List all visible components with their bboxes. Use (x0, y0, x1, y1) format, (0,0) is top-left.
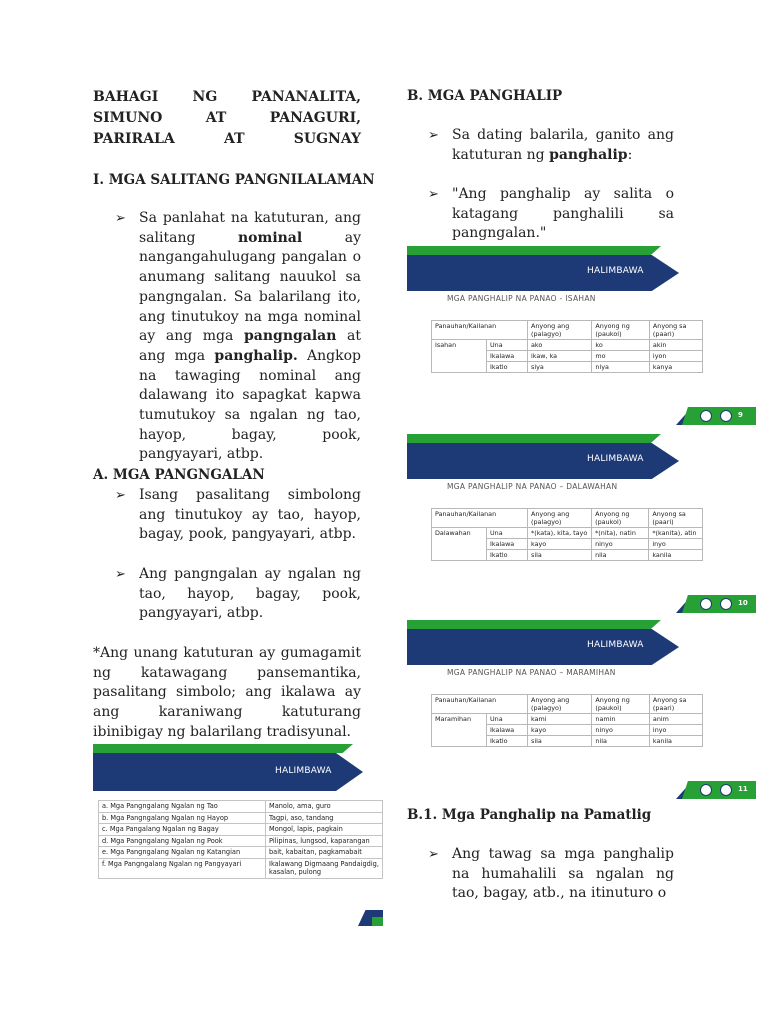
seal-icon (720, 784, 732, 796)
table-row (432, 550, 703, 561)
table-cell: ninyo (592, 725, 650, 736)
bullet-pamatlig (428, 845, 674, 904)
header-cell: Anyong ang (palagyo) (528, 509, 592, 528)
table-cell: ninyo (592, 539, 649, 550)
table-cell: kayo (528, 539, 592, 550)
panghalip-table (431, 320, 703, 373)
table-cell: anim (649, 714, 702, 725)
table-cell: Isahan (432, 340, 487, 351)
seal-icon (720, 598, 732, 610)
banner-label: HALIMBAWA (587, 454, 644, 464)
slide-subtitle: MGA PANGHALIP NA PANAO - ISAHAN (447, 294, 596, 303)
page-number-badge (676, 781, 756, 799)
text: : (627, 146, 633, 163)
header-cell: Anyong ang (palagyo) (528, 321, 592, 340)
page-number: 11 (738, 785, 748, 793)
slide-panghalip-1 (407, 244, 756, 429)
bold-term-panghalip: panghalip (549, 146, 628, 163)
table-cell: Maramihan (432, 714, 487, 725)
table-cell: sila (528, 550, 592, 561)
bullet-arrow-icon: ➢ (115, 488, 126, 503)
section-heading-mga-pangngalan: A. MGA PANGNGALAN (93, 467, 265, 483)
table-cell: siya (528, 362, 592, 373)
table-cell (432, 362, 487, 373)
slide-panghalip-3 (407, 618, 756, 803)
table-cell: nila (592, 550, 649, 561)
seal-icon (700, 410, 712, 422)
header-cell: Anyong sa (paari) (649, 509, 703, 528)
table-cell: Una (487, 340, 528, 351)
text: "Ang panghalip ay salita o katagang panghalili sa pangngalan." (452, 186, 674, 242)
header-cell: Panauhan/Kailanan (432, 695, 528, 714)
table-row (432, 714, 703, 725)
seal-icon (700, 784, 712, 796)
corner-accent-green (372, 917, 383, 926)
header-cell: Anyong sa (paari) (649, 695, 702, 714)
text: Ang pangngalan ay ngalan ng tao, hayop, bagay, pook, pangyayari, atbp. (139, 566, 361, 622)
examples-table (98, 800, 383, 879)
table-cell: inyo (649, 725, 702, 736)
seal-icon (720, 410, 732, 422)
table-header-row (432, 695, 703, 714)
bullet-arrow-icon: ➢ (115, 211, 126, 226)
table-cell: kami (528, 714, 592, 725)
bullet-panghalip-2 (428, 185, 674, 244)
table-row (432, 725, 703, 736)
note-paragraph: *Ang unang katuturan ay gumagamit ng katawagang pansemantika, pasalitang simbolo; ang ikalawa ay ang karaniwang katuturang ibinibigay ng balarilang tradisyunal. (93, 645, 361, 740)
bullet-arrow-icon: ➢ (428, 128, 439, 143)
table-cell: ikaw, ka (528, 351, 592, 362)
table-cell: Ikalawa (487, 725, 528, 736)
table-cell: kayo (528, 725, 592, 736)
slide-panghalip-2 (407, 432, 756, 617)
table-cell (432, 736, 487, 747)
bullet-arrow-icon: ➢ (428, 187, 439, 202)
section-heading-panghalip-na-pamatlig: B.1. Mga Panghalip na Pamatlig (407, 807, 652, 823)
header-cell: Panauhan/Kailanan (432, 321, 528, 340)
table-row (99, 835, 383, 847)
example-cell: Mongol, lapis, pagkain (266, 824, 383, 836)
table-row (99, 824, 383, 836)
table-cell (432, 550, 487, 561)
table-row (432, 362, 703, 373)
example-cell: Tagpi, aso, tandang (266, 812, 383, 824)
category-cell: d. Mga Pangngalang Ngalan ng Pook (99, 835, 266, 847)
header-cell: Panauhan/Kailanan (432, 509, 528, 528)
banner-green-stripe (407, 434, 661, 443)
bullet-pangngalan-1 (115, 486, 361, 545)
table-row (99, 812, 383, 824)
table-cell: iyon (649, 351, 702, 362)
panghalip-table (431, 508, 703, 561)
header-cell: Anyong ang (palagyo) (528, 695, 592, 714)
page-number-badge (676, 407, 756, 425)
table-cell: akin (649, 340, 702, 351)
example-cell: Ikalawang Digmaang Pandaigdig, kasalan, pulong (266, 858, 383, 878)
header-cell: Anyong ng (paukol) (592, 695, 650, 714)
seal-icon (700, 598, 712, 610)
panghalip-table (431, 694, 703, 747)
table-cell: Ikalawa (487, 539, 528, 550)
table-cell: Dalawahan (432, 528, 487, 539)
banner-label: HALIMBAWA (587, 640, 644, 650)
table-cell: Una (487, 714, 528, 725)
slide-subtitle: MGA PANGHALIP NA PANAO – MARAMIHAN (447, 668, 616, 677)
table-cell: kanila (649, 550, 703, 561)
banner-label: HALIMBAWA (587, 266, 644, 276)
table-cell: *(kata), kita, tayo (528, 528, 592, 539)
bullet-pangngalan-2 (115, 565, 361, 624)
table-cell: kanya (649, 362, 702, 373)
text: Isang pasalitang simbolong ang tinutukoy ay tao, hayop, bagay, pook, pangyayari, atbp. (139, 487, 361, 543)
table-cell: niya (592, 362, 650, 373)
bold-term-nominal: nominal (237, 229, 303, 246)
section-heading-mga-salitang-pangnilalaman: I. MGA SALITANG PANGNILALAMAN (93, 172, 375, 188)
table-cell (432, 351, 487, 362)
page-number-badge (676, 595, 756, 613)
table-row (432, 736, 703, 747)
table-row (432, 539, 703, 550)
table-cell: kanila (649, 736, 702, 747)
bullet-panghalip-1 (428, 126, 674, 165)
table-header-row (432, 509, 703, 528)
text: Sa dating balarila, ganito ang katuturan ng (452, 127, 674, 163)
table-cell: *(nita), natin (592, 528, 649, 539)
example-cell: Pilipinas, lungsod, kaparangan (266, 835, 383, 847)
example-cell: bait, kabaitan, pagkamabait (266, 847, 383, 859)
table-cell: *(kanita), atin (649, 528, 703, 539)
table-cell: namin (592, 714, 650, 725)
document-title: BAHAGI NG PANANALITA, SIMUNO AT PANAGURI, PARIRALA AT SUGNAY (93, 89, 361, 147)
banner-green-stripe (407, 620, 661, 629)
category-cell: c. Mga Pangalang Ngalan ng Bagay (99, 824, 266, 836)
table-row (432, 340, 703, 351)
slide-subtitle: MGA PANGHALIP NA PANAO – DALAWAHAN (447, 482, 618, 491)
header-cell: Anyong ng (paukol) (592, 321, 650, 340)
paragraph-nominal (115, 209, 362, 465)
table-cell: sila (528, 736, 592, 747)
bullet-arrow-icon: ➢ (115, 567, 126, 582)
table-row (432, 528, 703, 539)
bold-term-panghalip: panghalip. (214, 347, 298, 364)
header-cell: Anyong ng (paukol) (592, 509, 649, 528)
table-row (99, 801, 383, 813)
bullet-arrow-icon: ➢ (428, 847, 439, 862)
table-cell: Ikatlo (487, 362, 528, 373)
badge-bar (682, 407, 756, 425)
table-cell: Una (487, 528, 528, 539)
banner-green-stripe (93, 744, 353, 753)
table-cell (432, 539, 487, 550)
category-cell: e. Mga Pangngalang Ngalan ng Katangian (99, 847, 266, 859)
example-cell: Manolo, ama, guro (266, 801, 383, 813)
section-heading-mga-panghalip: B. MGA PANGHALIP (407, 88, 563, 104)
table-cell: mo (592, 351, 650, 362)
slide-halimbawa-pangngalan (93, 744, 383, 926)
table-cell: Ikalawa (487, 351, 528, 362)
text: Ang tawag sa mga panghalip na humahalili sa ngalan ng tao, bagay, atb., na itinuturo o (452, 846, 674, 902)
table-cell: nila (592, 736, 650, 747)
table-row (99, 858, 383, 878)
table-row (432, 351, 703, 362)
category-cell: b. Mga Pangngalang Ngalan ng Hayop (99, 812, 266, 824)
table-cell: inyo (649, 539, 703, 550)
page-number: 10 (738, 599, 748, 607)
category-cell: f. Mga Pangngalang Ngalan ng Pangyayari (99, 858, 266, 878)
table-header-row (432, 321, 703, 340)
text: ay nangangahulugang pangalan o anumang salitang nauukol sa pangngalan. Sa balarilang ito, ang tinutukoy na mga nominal ay ang mga (139, 229, 361, 345)
category-cell: a. Mga Pangngalang Ngalan ng Tao (99, 801, 266, 813)
table-cell (432, 725, 487, 736)
table-cell: Ikatlo (487, 736, 528, 747)
table-cell: ko (592, 340, 650, 351)
table-cell: Ikatlo (487, 550, 528, 561)
banner-green-stripe (407, 246, 661, 255)
bold-term-pangngalan: pangngalan (243, 328, 337, 345)
table-row (99, 847, 383, 859)
text: Angkop na tawaging nominal ang dalawang ito sapagkat kapwa tumutukoy sa ngalan ng tao, hayop, bagay, pook, pangyayari, atbp. (139, 347, 362, 463)
banner-label: HALIMBAWA (275, 766, 332, 776)
page-number: 9 (738, 411, 743, 419)
text: at ang mga (139, 328, 361, 364)
table-cell: ako (528, 340, 592, 351)
header-cell: Anyong sa (paari) (649, 321, 702, 340)
text: Sa panlahat na katuturan, ang salitang (139, 210, 361, 246)
